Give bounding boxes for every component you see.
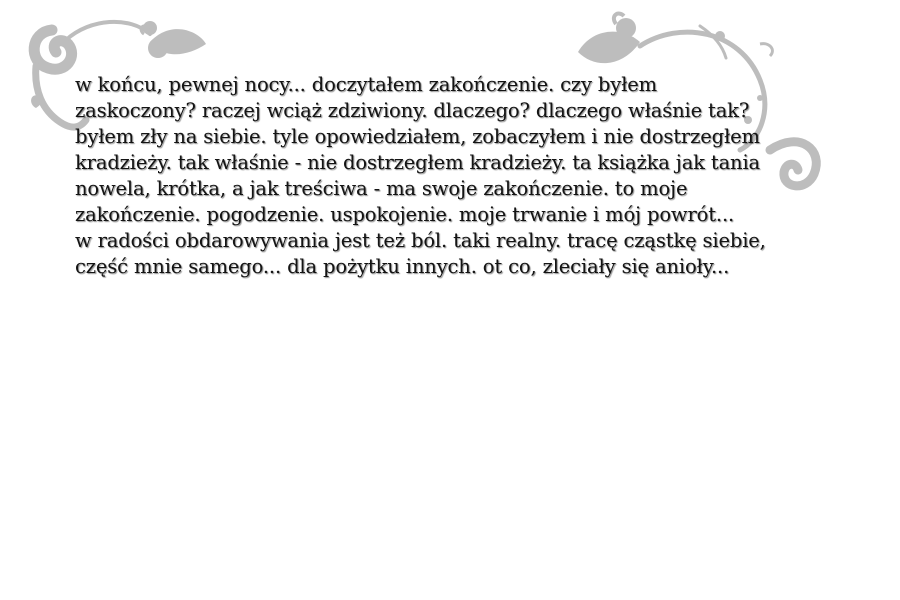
text-line-7: w radości obdarowywania jest też ból. taki realny. tracę cząstkę siebie, [75,229,766,252]
text-line-5: nowela, krótka, a jak treściwa - ma swoje zakończenie. to moje [75,177,688,200]
text-line-6: zakończenie. pogodzenie. uspokojenie. moje trwanie i mój powrót... [75,203,735,226]
poem-text [75,72,855,280]
text-line-1: w końcu, pewnej nocy... doczytałem zakończenie. czy byłem [75,73,658,96]
text-line-8: część mnie samego... dla pożytku innych. ot co, zleciały się anioły... [75,255,730,278]
text-line-2: zaskoczony? raczej wciąż zdziwiony. dlaczego? dlaczego właśnie tak? [75,99,750,122]
text-line-3: byłem zły na siebie. tyle opowiedziałem, zobaczyłem i nie dostrzegłem [75,125,760,148]
text-line-4: kradzieży. tak właśnie - nie dostrzegłem kradzieży. ta książka jak tania [75,151,761,174]
